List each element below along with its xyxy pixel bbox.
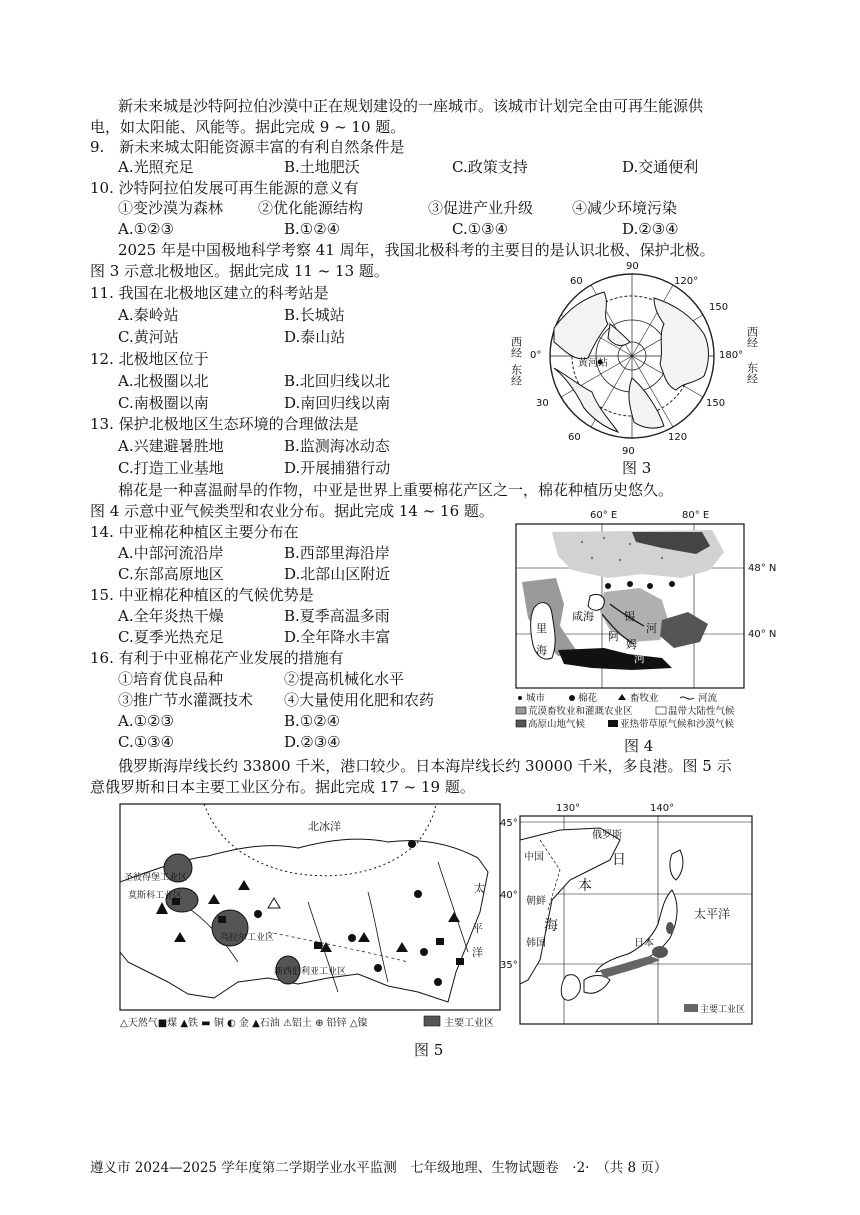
fig5-russia-legend-industrial: 主要工业区 [444, 1018, 494, 1029]
q9-option-c: C.政策支持 [452, 158, 528, 176]
figure-5-japan-map [500, 800, 762, 1028]
q9-option-a: A.光照充足 [118, 158, 194, 176]
intro-14-16-line2: 图 4 示意中亚气候类型和农业分布。据此完成 14 ~ 16 题。 [90, 502, 494, 520]
fig5-japan-skorea-label: 韩国 [526, 938, 546, 949]
q12-option-a: A.北极圈以北 [118, 372, 209, 390]
fig5-japan-lon-130: 130° [556, 803, 581, 814]
fig5-stpetersburg-region-label: 圣彼得堡工业区 [124, 873, 188, 883]
q12-option-c: C.南极圈以南 [118, 394, 209, 412]
fig4-caspian-label-a: 里 [536, 622, 547, 635]
fig4-legend-livestock: 畜牧业 [630, 693, 659, 704]
q12-option-b: B.北回归线以北 [284, 372, 390, 390]
fig5-japan-pacific-label: 太平洋 [694, 907, 731, 921]
question-12-stem: 12. 北极地区位于 [90, 350, 209, 368]
q11-option-d: D.泰山站 [284, 328, 346, 346]
fig5-russia-legend: △天然气■煤 ▲铁 ▬ 铜 ◐ 金 ▲石油 ⚠铝土 ⊕ 铅锌 △镍 [120, 1018, 368, 1029]
fig5-sea-of-japan-c: 海 [544, 918, 558, 934]
fig3-label-180: 180° [719, 350, 744, 361]
fig3-label-120-bottom: 120 [668, 432, 688, 443]
fig5-japan-lon-140: 140° [650, 803, 675, 814]
question-13-stem: 13. 保护北极地区生态环境的合理做法是 [90, 415, 359, 433]
q11-option-c: C.黄河站 [118, 328, 179, 346]
intro-17-19-line2: 意俄罗斯和日本主要工业区分布。据此完成 17 ~ 19 题。 [90, 778, 475, 796]
fig3-label-30-bottom: 30 [536, 398, 549, 409]
fig5-japan-lat-45: 45° [500, 818, 518, 829]
fig3-station-label: 黄河站 [578, 358, 608, 369]
intro-11-13-line1: 2025 年是中国极地科学考察 41 周年，我国北极科考的主要目的是认识北极、保护北极。 [118, 241, 715, 259]
fig4-aral-sea-label: 咸海 [572, 610, 594, 623]
fig3-label-0: 0° [530, 350, 542, 361]
fig4-legend-city: 城市 [526, 693, 546, 704]
fig5-pacific-label-c: 洋 [472, 946, 483, 959]
fig3-label-150-bottom: 150 [706, 398, 726, 409]
fig5-novosibirsk-region-label: 新西伯利亚工业区 [274, 967, 347, 977]
fig4-legend-temperate: 温带大陆性气候 [668, 706, 735, 717]
fig4-legend-river: 河流 [698, 693, 718, 704]
q10-item-1: ①变沙漠为森林 [118, 199, 224, 217]
q11-option-a: A.秦岭站 [118, 306, 179, 324]
q16-option-c: C.①③④ [118, 733, 175, 751]
question-10-stem: 10. 沙特阿拉伯发展可再生能源的意义有 [90, 179, 359, 197]
figure-3-arctic-map [509, 258, 776, 458]
fig5-arctic-ocean-label: 北冰洋 [308, 820, 341, 833]
q10-item-3: ③促进产业升级 [428, 199, 534, 217]
question-16-stem: 16. 有利于中亚棉花产业发展的措施有 [90, 649, 344, 667]
q10-option-b: B.①②④ [284, 220, 341, 238]
fig5-japan-china-label: 中国 [524, 852, 544, 863]
fig5-pacific-label-a: 太 [474, 882, 485, 895]
figure-5-caption: 图 5 [414, 1041, 444, 1059]
fig4-lon-80e: 80° E [682, 510, 710, 521]
figure-3-caption: 图 3 [622, 459, 652, 477]
fig5-japan-russia-label: 俄罗斯 [592, 830, 622, 841]
q10-item-2: ②优化能源结构 [258, 199, 364, 217]
q15-option-c: C.夏季光热充足 [118, 628, 224, 646]
fig4-legend-desert: 荒漠畜牧业和灌溉农业区 [528, 706, 633, 717]
intro-11-13-line2: 图 3 示意北极地区。据此完成 11 ~ 13 题。 [90, 262, 389, 280]
fig3-label-150-top: 150 [709, 302, 729, 313]
q16-item-4: ④大量使用化肥和农药 [284, 691, 435, 709]
fig3-label-90-top: 90 [626, 261, 639, 272]
q16-item-2: ②提高机械化水平 [284, 670, 405, 688]
q16-item-1: ①培育优良品种 [118, 670, 224, 688]
fig5-sea-of-japan-a: 日 [612, 852, 626, 868]
fig4-caspian-label-b: 海 [536, 644, 547, 657]
fig3-label-90-bottom: 90 [622, 446, 635, 457]
page-footer: 遵义市 2024—2025 学年度第二学期学业水平监测 七年级地理、生物试题卷 ·2· （共 8 页） [90, 1160, 668, 1176]
fig3-east-longitude-left: 东经 [509, 364, 523, 386]
fig5-japan-lat-35: 35° [500, 960, 518, 971]
question-9-stem: 9. 新未来城太阳能资源丰富的有利自然条件是 [90, 138, 405, 156]
fig5-japan-nkorea-label: 朝鲜 [526, 896, 546, 907]
q14-option-a: A.中部河流沿岸 [118, 544, 224, 562]
fig4-river-label-a: 锡 [624, 610, 635, 623]
fig5-pacific-label-b: 平 [472, 922, 483, 935]
fig4-legend-cotton: 棉花 [578, 693, 598, 704]
q10-item-4: ④减少环境污染 [572, 199, 678, 217]
fig4-legend-alpine: 高原山地气候 [528, 719, 586, 730]
q12-option-d: D.南回归线以南 [284, 394, 391, 412]
q9-option-b: B.土地肥沃 [284, 158, 360, 176]
q14-option-c: C.东部高原地区 [118, 565, 224, 583]
fig3-label-60-bottom: 60 [568, 432, 581, 443]
q16-option-d: D.②③④ [284, 733, 341, 751]
fig5-japan-legend-industrial: 主要工业区 [700, 1005, 746, 1015]
fig5-japan-lat-40: 40° [500, 890, 518, 901]
fig4-lat-40n: 40° N [748, 629, 777, 640]
q13-option-d: D.开展捕猎行动 [284, 459, 391, 477]
question-14-stem: 14. 中亚棉花种植区主要分布在 [90, 523, 299, 541]
intro-14-16-line1: 棉花是一种喜温耐旱的作物，中亚是世界上重要棉花产区之一，棉花种植历史悠久。 [118, 481, 674, 499]
q13-option-a: A.兴建避暑胜地 [118, 437, 224, 455]
intro-9-10-line1: 新未来城是沙特阿拉伯沙漠中正在规划建设的一座城市。该城市计划完全由可再生能源供 [118, 97, 704, 115]
fig3-east-longitude-right: 东经 [745, 362, 759, 384]
q16-option-b: B.①②④ [284, 712, 341, 730]
figure-5-russia-map [118, 802, 502, 1034]
fig4-lon-60e: 60° E [590, 510, 618, 521]
q14-option-b: B.西部里海沿岸 [284, 544, 390, 562]
fig4-river-label-d: 姆 [626, 638, 637, 651]
question-11-stem: 11. 我国在北极地区建立的科考站是 [90, 284, 329, 302]
fig3-label-60-top: 60 [570, 276, 583, 287]
q11-option-b: B.长城站 [284, 306, 345, 324]
fig5-moscow-region-label: 莫斯科工业区 [128, 891, 183, 901]
fig5-sea-of-japan-b: 本 [578, 878, 592, 894]
q15-option-a: A.全年炎热干燥 [118, 607, 224, 625]
figure-4-central-asia-map [512, 508, 777, 734]
fig3-west-longitude-right: 西经 [745, 326, 759, 348]
q10-option-a: A.①②③ [118, 220, 174, 238]
intro-9-10-line2: 电，如太阳能、风能等。据此完成 9 ~ 10 题。 [90, 118, 406, 136]
fig4-river-label-e: 河 [634, 652, 645, 665]
q13-option-b: B.监测海冰动态 [284, 437, 390, 455]
fig5-japan-country-label: 日本 [634, 938, 654, 949]
q14-option-d: D.北部山区附近 [284, 565, 391, 583]
question-15-stem: 15. 中亚棉花种植区的气候优势是 [90, 586, 314, 604]
fig5-ural-region-label: 乌拉尔工业区 [220, 933, 275, 943]
q10-option-d: D.②③④ [622, 220, 679, 238]
fig4-river-label-c: 阿 [608, 630, 619, 643]
fig4-river-label-b: 河 [646, 622, 657, 635]
intro-17-19-line1: 俄罗斯海岸线长约 33800 千米，港口较少。日本海岸线长约 30000 千米，多良港。图 5 示 [118, 757, 732, 775]
fig4-legend-subtropical: 亚热带草原气候和沙漠气候 [620, 719, 735, 730]
q15-option-d: D.全年降水丰富 [284, 628, 391, 646]
q13-option-c: C.打造工业基地 [118, 459, 224, 477]
fig3-west-longitude-left: 西经 [509, 336, 523, 358]
q16-option-a: A.①②③ [118, 712, 174, 730]
q15-option-b: B.夏季高温多雨 [284, 607, 390, 625]
figure-4-caption: 图 4 [624, 737, 654, 755]
q9-option-d: D.交通便利 [622, 158, 699, 176]
q16-item-3: ③推广节水灌溉技术 [118, 691, 254, 709]
q10-option-c: C.①③④ [452, 220, 509, 238]
fig3-label-120-top: 120° [674, 276, 699, 287]
fig4-lat-48n: 48° N [748, 563, 777, 574]
